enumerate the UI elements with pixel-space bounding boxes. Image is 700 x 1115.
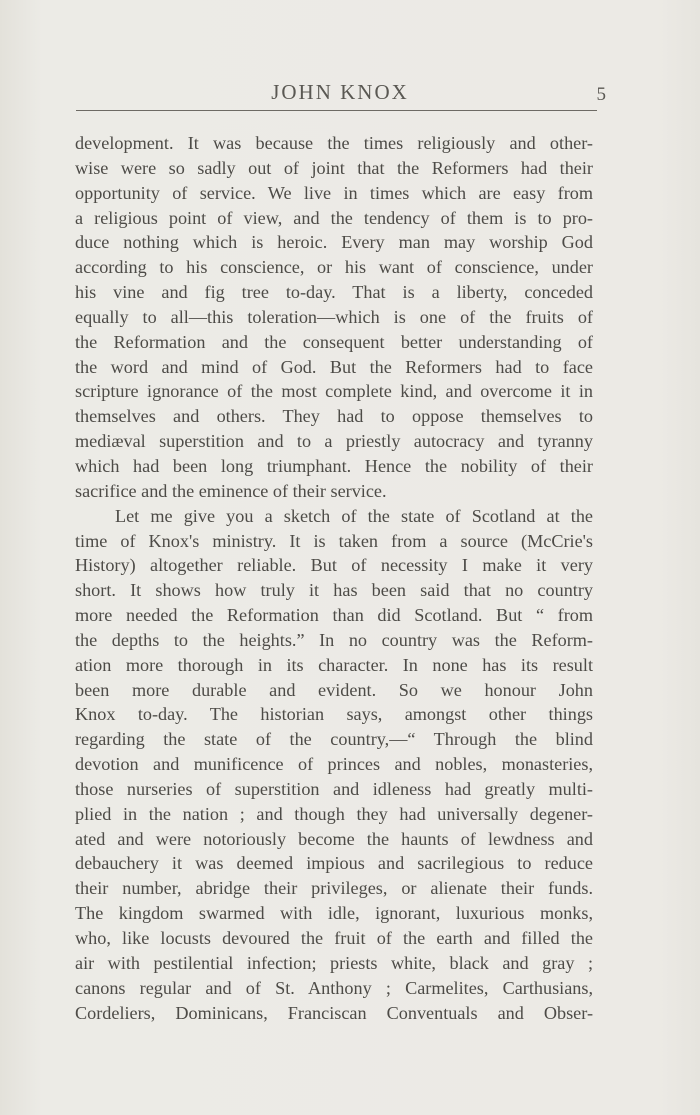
- text-line: Cordeliers, Dominicans, Franciscan Conventuals and Obser-: [75, 1002, 593, 1023]
- text-line: according to his conscience, or his want of conscience, under: [75, 257, 593, 278]
- text-line: their number, abridge their privileges, or alienate their funds.: [75, 878, 593, 899]
- text-line: ation more thorough in its character. In none has its result: [75, 654, 593, 675]
- text-line: the word and mind of God. But the Reformers had to face: [75, 356, 593, 377]
- text-line: plied in the nation ; and though they had universally degener-: [75, 803, 593, 824]
- text-line: a religious point of view, and the tendency of them is to pro-: [75, 207, 593, 228]
- text-line: short. It shows how truly it has been said that no country: [75, 580, 593, 601]
- text-line: Let me give you a sketch of the state of Scotland at the: [115, 505, 593, 526]
- text-line: air with pestilential infection; priests white, black and gray ;: [75, 952, 593, 973]
- text-line: devotion and munificence of princes and nobles, monasteries,: [75, 754, 593, 775]
- text-line: been more durable and evident. So we honour John: [75, 679, 593, 700]
- text-line: themselves and others. They had to oppose themselves to: [75, 406, 593, 427]
- text-line: debauchery it was deemed impious and sacrilegious to reduce: [75, 853, 593, 874]
- text-line: scripture ignorance of the most complete kind, and overcome it in: [75, 381, 593, 402]
- body-text: [75, 131, 593, 1025]
- paragraph: [75, 504, 593, 1026]
- text-line: which had been long triumphant. Hence the nobility of their: [75, 455, 593, 476]
- paragraph: [75, 131, 593, 504]
- text-line: development. It was because the times religiously and other-: [75, 133, 593, 153]
- text-line: equally to all—this toleration—which is one of the fruits of: [75, 306, 593, 327]
- running-header: [75, 78, 605, 108]
- text-line: more needed the Reformation than did Scotland. But “ from: [75, 605, 593, 626]
- text-line: The kingdom swarmed with idle, ignorant, luxurious monks,: [75, 903, 593, 924]
- text-line: regarding the state of the country,—“ Through the blind: [75, 729, 593, 750]
- text-line: the depths to the heights.” In no country was the Reform-: [75, 629, 593, 650]
- text-line: Knox to-day. The historian says, amongst other things: [75, 704, 593, 725]
- text-line: the Reformation and the consequent better understanding of: [75, 331, 593, 352]
- text-line: duce nothing which is heroic. Every man may worship God: [75, 232, 593, 253]
- header-rule: [76, 110, 597, 111]
- text-line: canons regular and of St. Anthony ; Carmelites, Carthusians,: [75, 977, 593, 998]
- page-number: 5: [596, 84, 606, 105]
- text-line: his vine and fig tree to-day. That is a liberty, conceded: [75, 282, 593, 303]
- text-line: mediæval superstition and to a priestly autocracy and tyranny: [75, 431, 593, 452]
- text-line: History) altogether reliable. But of necessity I make it very: [75, 555, 593, 576]
- text-line: wise were so sadly out of joint that the Reformers had their: [75, 157, 593, 178]
- text-line: sacrifice and the eminence of their service.: [75, 480, 387, 501]
- text-line: ated and were notoriously become the haunts of lewdness and: [75, 828, 593, 849]
- text-line: time of Knox's ministry. It is taken from a source (McCrie's: [75, 530, 593, 551]
- running-head-title: JOHN KNOX: [271, 80, 409, 104]
- text-line: opportunity of service. We live in times which are easy from: [75, 182, 593, 203]
- text-line: those nurseries of superstition and idleness had greatly multi-: [75, 778, 593, 799]
- text-line: who, like locusts devoured the fruit of the earth and filled the: [75, 928, 593, 948]
